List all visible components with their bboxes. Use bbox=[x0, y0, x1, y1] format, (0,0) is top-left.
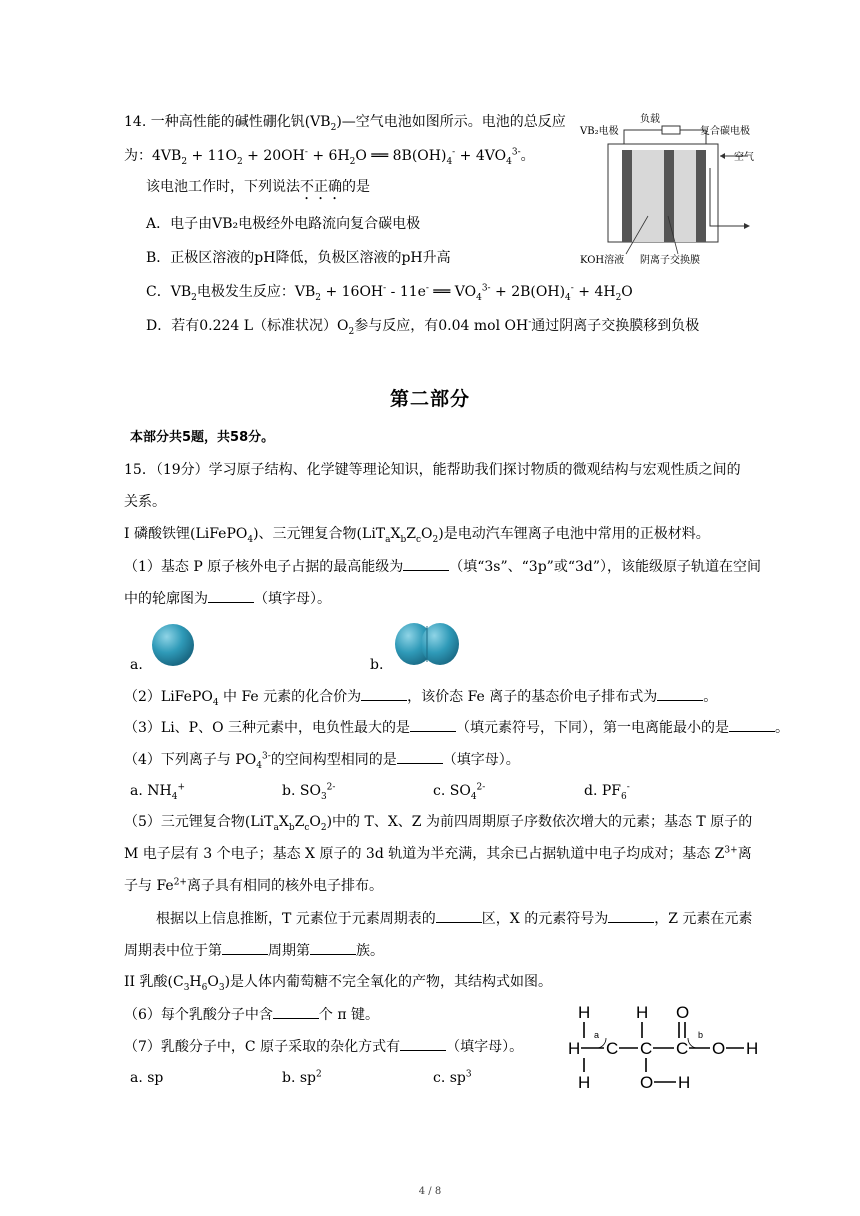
q14-equation: 为：$4VB_2 + 11O_2 + 20OH^- + 6H_2O$ ══ $8B(OH)_4^- + 4VO_4^{3-}$。 bbox=[124, 147, 535, 167]
q15-4-option-b: b. $SO_3^{2-}$ bbox=[282, 782, 336, 802]
atom-c: C bbox=[606, 1039, 619, 1058]
q15-1-line2: 中的轮廓图为 （填字母）。 bbox=[124, 588, 331, 609]
answer-blank[interactable] bbox=[400, 1036, 446, 1051]
q15-7-option-c: c. $sp^3$ bbox=[433, 1069, 472, 1086]
q15-7: （7）乳酸分子中，C 原子采取的杂化方式有 （填字母）。 bbox=[124, 1036, 523, 1057]
angle-label-b: b bbox=[698, 1030, 704, 1040]
answer-blank[interactable] bbox=[657, 686, 703, 701]
q14-option-c: C．$VB_2$电极发生反应：$VB_2 + 16OH^- - 11e^-$ ══ $VO_4^{3-} + 2B(OH)_4^- + 4H_2O$ bbox=[146, 283, 633, 303]
q15-head-line1: 15．（19分）学习原子结构、化学键等理论知识，能帮助我们探讨物质的微观结构与宏观性质之间的 bbox=[124, 462, 741, 478]
s-orbital-sphere bbox=[150, 622, 196, 668]
label-koh: KOH溶液 bbox=[580, 255, 625, 266]
koh-chamber-2 bbox=[674, 150, 696, 242]
page-number: 4 / 8 bbox=[418, 1186, 442, 1197]
atom-h: H bbox=[578, 1003, 591, 1022]
q15-5-line1: （5）三元锂复合物$(LiT_aX_bZ_cO_2)$中的 T、X、Z 为前四周期原子序数依次增大的元素；基态 T 原子的 bbox=[124, 814, 753, 833]
q14-option-d: D．若有0.224 L（标准状况）$O_2$参与反应，有0.04 mol OH-通过阴离子交换膜移到负极 bbox=[146, 317, 700, 337]
q15-4: （4）下列离子与 $PO_4^{3-}$的空间构型相同的是 （填字母）。 bbox=[124, 749, 520, 770]
q15-5-line3: 子与 $Fe^{2+}$离子具有相同的核外电子排布。 bbox=[124, 877, 383, 894]
section-i-heading: I 磷酸铁锂(LiFePO$_4$)、三元锂复合物$(LiT_aX_bZ_cO_2)$是电动汽车锂离子电池中常用的正极材料。 bbox=[124, 526, 710, 545]
q15-7-option-b: b. $sp^2$ bbox=[282, 1069, 322, 1086]
orbital-option-b-label: b. bbox=[370, 657, 384, 673]
load-resistor bbox=[662, 126, 680, 134]
q15-head-line2: 关系。 bbox=[124, 494, 166, 510]
atom-o: O bbox=[640, 1073, 654, 1092]
lactic-acid-structure bbox=[566, 998, 776, 1094]
section-ii-heading: II 乳酸$(C_3H_6O_3)$是人体内葡萄糖不完全氧化的产物，其结构式如图。 bbox=[124, 974, 553, 993]
atom-h: H bbox=[678, 1073, 691, 1092]
q14-ask: 该电池工作时，下列说法不正确的是 bbox=[146, 179, 370, 195]
part2-intro: 本部分共5题，共58分。 bbox=[130, 430, 275, 445]
q14-option-b: B．正极区溶液的pH降低，负极区溶液的pH升高 bbox=[146, 250, 451, 266]
atom-h: H bbox=[578, 1073, 591, 1092]
label-load: 负载 bbox=[640, 114, 660, 125]
q15-5-line2: M 电子层有 3 个电子；基态 X 原子的 3d 轨道为半充满，其余已占据轨道中电子均成对；基态 $Z^{3+}$离 bbox=[124, 845, 752, 862]
label-vb2-electrode: VB₂电极 bbox=[580, 126, 619, 137]
p-orbital-dumbbell bbox=[394, 620, 460, 668]
q15-6: （6）每个乳酸分子中含 个 π 键。 bbox=[124, 1004, 379, 1025]
q15-7-option-a: a. sp bbox=[130, 1070, 164, 1086]
q15-2: （2）LiFePO$_4$ 中 Fe 元素的化合价为 ，该价态 Fe 离子的基态价电子排布式为 。 bbox=[124, 686, 717, 707]
answer-blank[interactable] bbox=[608, 908, 654, 923]
q15-4-option-c: c. $SO_4^{2-}$ bbox=[433, 782, 486, 802]
label-membrane: 阴离子交换膜 bbox=[640, 255, 700, 266]
q14-option-a: A．电子由VB₂电极经外电路流向复合碳电极 bbox=[146, 216, 421, 232]
answer-blank[interactable] bbox=[361, 686, 407, 701]
label-air: 空气 bbox=[734, 152, 754, 163]
atom-h: H bbox=[636, 1003, 649, 1022]
atom-h: H bbox=[568, 1039, 581, 1058]
atom-h: H bbox=[746, 1039, 759, 1058]
q15-5-line4: 根据以上信息推断，T 元素位于元素周期表的 区，X 的元素符号为 ，Z 元素在元素 bbox=[156, 908, 752, 929]
part2-title: 第二部分 bbox=[389, 388, 470, 410]
q15-5-line5: 周期表中位于第 周期第 族。 bbox=[124, 940, 384, 961]
answer-blank[interactable] bbox=[310, 940, 356, 955]
answer-blank[interactable] bbox=[208, 588, 254, 603]
angle-label-a: a bbox=[594, 1030, 600, 1040]
q15-1-line1: （1）基态 P 原子核外电子占据的最高能级为 （填“3s”、“3p”或“3d”），该能级原子轨道在空间 bbox=[124, 556, 761, 577]
q15-4-option-a: a. $NH_4^+$ bbox=[130, 782, 185, 802]
answer-blank[interactable] bbox=[410, 717, 456, 732]
battery-diagram bbox=[578, 106, 768, 266]
q15-3: （3）Li、P、O 三种元素中，电负性最大的是 （填元素符号，下同），第一电离能最小的是 。 bbox=[124, 717, 789, 738]
membrane-plate bbox=[664, 150, 674, 242]
answer-blank[interactable] bbox=[436, 908, 482, 923]
answer-blank[interactable] bbox=[222, 940, 268, 955]
q14-stem-line1: 14. 一种高性能的碱性硼化钒$(VB_2)—$空气电池如图所示。电池的总反应 bbox=[124, 114, 566, 133]
carbon-plate bbox=[696, 150, 706, 242]
atom-c: C bbox=[640, 1039, 653, 1058]
answer-blank[interactable] bbox=[273, 1004, 319, 1019]
atom-c: C bbox=[676, 1039, 689, 1058]
vb2-plate bbox=[622, 150, 632, 242]
orbital-option-a-label: a. bbox=[130, 657, 143, 673]
label-carbon-electrode: 复合碳电极 bbox=[700, 126, 750, 137]
koh-chamber bbox=[632, 150, 664, 242]
atom-o: O bbox=[676, 1003, 690, 1022]
answer-blank[interactable] bbox=[397, 749, 443, 764]
q15-4-option-d: d. $PF_6^-$ bbox=[584, 782, 630, 802]
answer-blank[interactable] bbox=[403, 556, 449, 571]
atom-o: O bbox=[712, 1039, 726, 1058]
answer-blank[interactable] bbox=[729, 717, 775, 732]
